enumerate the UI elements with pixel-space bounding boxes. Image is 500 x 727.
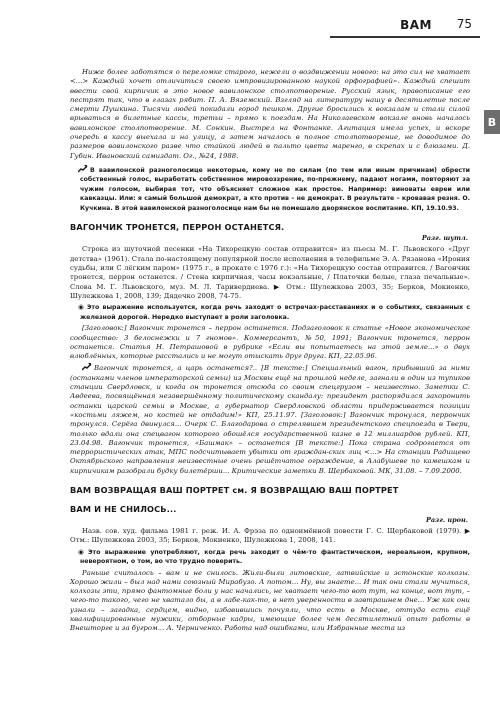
- citation-paragraph: Ниже более заботятся о переломке старого, нежели о воздвижении нового: на это сил не хватает <...> Каждый хочет отличиться своею импровизированною наукой орфографией». Каждый спешит ввести свой кирпичик в это новое вавилонское столпотворение. Русский язык, правописание его пестрят так, что в глазах рябит. П. А. Вяземский. Взгляд на литературу нашу в десятилетие после смерти Пушкина. Тысячи людей покидали город пешком. Другие бросились к вокзалам и стали силой врываться в билетные кассы, третьи – прямо к поездам. На Николаевском вокзале вновь началось вавилонское столпотворение. М. Сонкин. Выстрел на Фонтанке. Агитация имела успех, и вскоре очередь в кассу выехала и на улицу, а затем началось в полное столпотворение, не доводимое до размеров вавилонского разве что стайкой людей в пальто цвета маренго, в скрепах и с блюзами. Д. Губин. Ивановский самиздат. Ог., №24, 1988.: [70, 68, 470, 160]
- usage-note: [70, 548, 470, 567]
- citation-paragraph: [70, 363, 470, 476]
- text-column: [70, 68, 470, 634]
- citation-paragraph: [Заголовок:] Вагончик тронется – перрон останется. Подзаголовок к статье «Новое экономическое сообщество: 3 белоснежки и 7 гномов». Коммерсантъ, №50, 1991; Вагончик тронется, перрон останется. Статья Н. Петрашовой в рубрике «Если вы попытаетесь на этой земле...» о двух влюблённых, которые расстались и не могут отыскать друг друга. КП, 22.05.96.: [70, 324, 470, 361]
- bullet-icon: ◉: [78, 303, 85, 312]
- entry-headword: ВАГОНЧИК ТРОНЕТСЯ, ПЕРРОН ОСТАНЕТСЯ.: [70, 222, 285, 233]
- alphabet-thumb-tab: В: [484, 110, 500, 134]
- usage-note-text: Это выражение используется, когда речь заходит о встречах-расставаниях и о событиях, связанных с железной дорогой. Нередко выступает в роли заголовка.: [80, 304, 470, 321]
- running-head-word: ВАМ: [400, 18, 432, 32]
- trend-arrow-icon: [78, 165, 88, 173]
- entry-definition: Строка из шуточной песенки «На Тихорецкую состав отправится» из пьесы М. Г. Львовского «Друг детства» (1961). Стала по-настоящему популярной после исполнения в телефильме Э. А. Рязанова «Ирония судьбы, или С лёгким паром» (1975 г., в прокате с 1976 г.): «На Тихорецкую состав отправится. / Вагончик тронется, перрон останется. / Стена кирпичная, часы вокзальные, / Платочки белые, глаза печальные». Слова М. Г. Львовского, муз. М. Л. Таривердиева. ▶ Отм.: Шулежкова 2003, 35; Берков, Мокиенко, Шулежкова 1, 2008, 139; Дядечко 2008, 74-75.: [70, 245, 470, 300]
- citation-paragraph: Раньше считалось – вам и не снилось. Жили-были литовские, латвийские и эстонские колхозы. Хорошо жили – был над нами союзный Мирабузо. А потом... Ну, вы знаете... И так они стали мучиться, колхозы эти, прямо фантомные боли у нас начались, не хватает чего-то вот тут, на конце, вот тут, – чего-то такого, чего не хватало бы, а в лабе-как-то, в нет уверенности в завтрашнем дне... Уж как они узнали – загадка, сердцем, видно, избавившись почуяли, что есть в Москве, оттуда есть ещё квалифицированные мужики, отборные кадры, имеющие более чем десятилетний опыт работы в Внешторге и за бугром... А. Черниченко. Работа над ошибками, или Избранные места из: [70, 568, 470, 633]
- usage-label: Разг. шутл.: [421, 234, 468, 243]
- trend-arrow-icon: [82, 363, 92, 371]
- entry-definition: Назв. сов. худ. фильма 1981 г. реж. И. А. Фрэза по одноимённой повести Г. С. Щербаковой (1979). ▶ Отм.: Шулежкова 2003, 35; Берков, Мокиенко, Шулежкова 1, 2008, 141.: [70, 527, 470, 545]
- running-head: [330, 17, 480, 51]
- usage-note: [70, 165, 470, 214]
- bullet-icon: ◉: [78, 547, 86, 556]
- citation-text: Вагончик тронется, а царь останется?.. [В тексте:] Специальный вагон, прибывший за ними (останками членов императорской семьи) из Москвы ещё на прошлой неделе, загнали в один из тупиков станции Свердловск, и когда он тронется отсюда со своим спецгрузом – неизвестно. Заметки С. Авдеева, посвящённая незавершённому политическому скандалу: президент распорядился захоронить останки царской семьи в Москве, а губернатор Свердловской области придерживается позиции «костьми ляжем, но костей не отдадим!» КП, 25.11.97. [Заголовок:] Вагончик тронулся, перрончик тронулся. Серёга двинулся... Очерк С. Благодарова о стрелявшем президентского спецпоезда в Твери, только вдали она спецвагон которого обошёлся государственной казне в 12 миллиардов рублей. КП, 23.04.98. Вагончик тронется, «Башмак» – останется [В тексте:] Пока страна содрогается от террористических атак, МПС подсчитывает убытки от граждан-ских лиц <...> На станции Радищево Октябрьского направления неизвестные очень решётчатое ограждение, в Алабушеве по камешкам и кирпичикам разобрали будку билетёрши... Критические заметки В. Щербаковой. МК, 31.08. – 7.09.2000.: [70, 364, 470, 475]
- usage-note-text: Это выражение употребляют, когда речь заходит о чём-то фантастическом, нереальном, крупном, невероятном, о том, во что трудно поверить.: [80, 548, 470, 566]
- usage-note-text: В вавилонской разноголосице некоторые, кому не по силам (по тем или иным причинам) обрести собственный голос, выработать собственное мировоззрение, по-прежнему, падают ногами, повторяют за чужим голосом, выбирая тот, что объясняет сложное как простое. Например: виноваты евреи или кавказцы. Или: я самый большой демократ, а кто против – не демократ. В результате – кровавая резня. О. Кучкина. В этой вавилонской разноголосице нам бы не помешало дворянское воспитание. КП, 19.10.93.: [80, 166, 470, 212]
- page-number: 75: [456, 17, 472, 31]
- header-rule: [330, 36, 480, 38]
- entry-headword: ВАМ ВОЗВРАЩАЯ ВАШ ПОРТРЕТ см. Я ВОЗВРАЩАЮ ВАШ ПОРТРЕТ: [70, 485, 399, 495]
- entry-headword: ВАМ И НЕ СНИЛОСЬ...: [70, 504, 177, 514]
- usage-note: [70, 303, 470, 322]
- usage-label: Разг. ирон.: [425, 516, 468, 524]
